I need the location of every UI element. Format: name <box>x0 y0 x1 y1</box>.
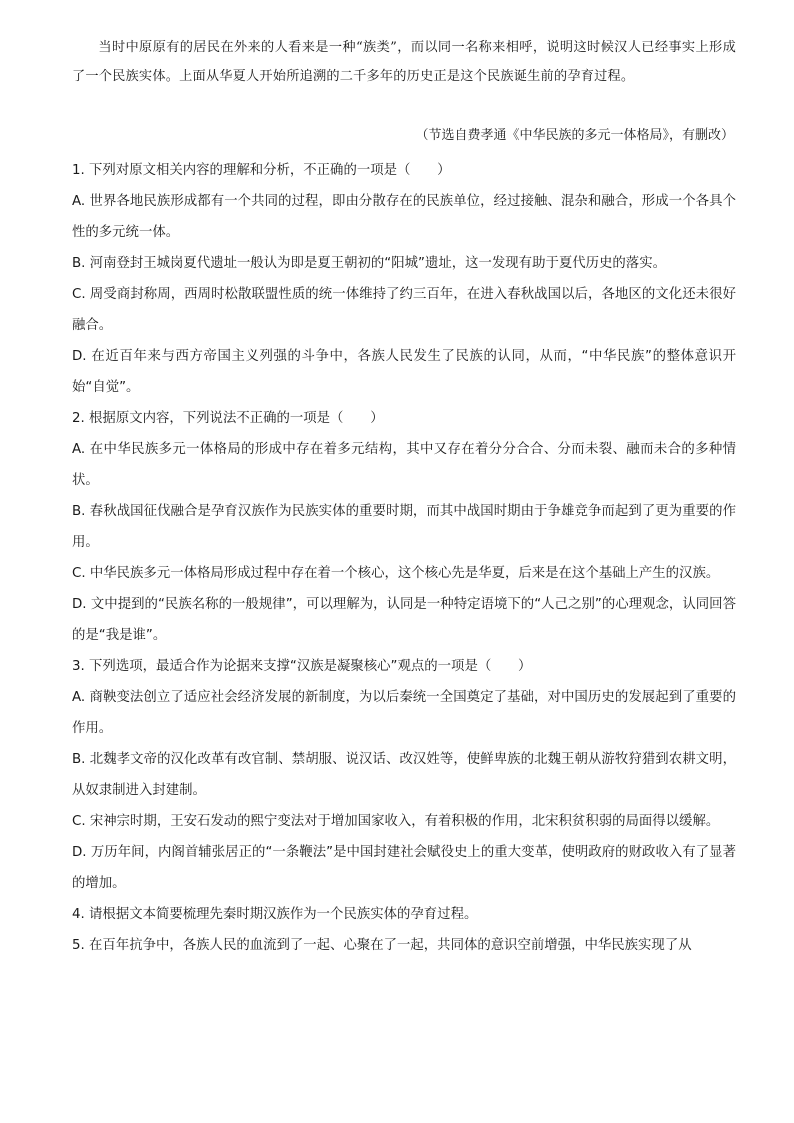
question-1-option-a: A. 世界各地民族形成都有一个共同的过程，即由分散存在的民族单位，经过接触、混杂和融合，形成一个各具个性的多元统一体。 <box>72 194 736 240</box>
question-2-option-c: C. 中华民族多元一体格局形成过程中存在着一个核心，这个核心先是华夏，后来是在这个基础上产生的汉族。 <box>72 566 720 581</box>
question-3-option-c: C. 宋神宗时期，王安石发动的熙宁变法对于增加国家收入，有着积极的作用，北宋积贫积弱的局面得以缓解。 <box>72 814 720 829</box>
question-2-option-b: B. 春秋战国征伐融合是孕育汉族作为民族实体的重要时期，而其中战国时期由于争雄竞争而起到了更为重要的作用。 <box>72 504 736 550</box>
passage-source: （节选自费孝通《中华民族的多元一体格局》，有删改） <box>415 128 734 143</box>
question-5-stem: 5. 在百年抗争中，各族人民的血流到了一起、心聚在了一起，共同体的意识空前增强，中华民族实现了从 <box>72 938 692 953</box>
question-3-option-a: A. 商鞅变法创立了适应社会经济发展的新制度，为以后秦统一全国奠定了基础，对中国历史的发展起到了重要的作用。 <box>72 690 736 736</box>
question-1-option-d: D. 在近百年来与西方帝国主义列强的斗争中，各族人民发生了民族的认同，从而，“中华民族”的整体意识开始“自觉”。 <box>72 349 736 395</box>
question-3-option-d: D. 万历年间，内阁首辅张居正的“一条鞭法”是中国封建社会赋役史上的重大变革，使明政府的财政收入有了显著的增加。 <box>72 845 736 891</box>
question-3-option-b: B. 北魏孝文帝的汉化改革有改官制、禁胡服、说汉话、改汉姓等，使鲜卑族的北魏王朝从游牧狩猎到农耕文明，从奴隶制进入封建制。 <box>72 752 736 798</box>
question-2-option-d: D. 文中提到的“民族名称的一般规律”，可以理解为，认同是一种特定语境下的“人己之别”的心理观念，认同回答的是“我是谁”。 <box>72 597 736 643</box>
question-3-stem: 3. 下列选项，最适合作为论据来支撑“汉族是凝聚核心”观点的一项是（ ） <box>72 659 532 674</box>
passage-paragraph: 当时中原原有的居民在外来的人看来是一种“族类”，而以同一名称来相呼，说明这时候汉人已经事实上形成了一个民族实体。上面从华夏人开始所追溯的二千多年的历史正是这个民族诞生前的孕育过程。 <box>72 40 736 84</box>
question-list <box>72 155 736 961</box>
question-2-stem: 2. 根据原文内容，下列说法不正确的一项是（ ） <box>72 411 384 426</box>
question-1-option-b: B. 河南登封王城岗夏代遗址一般认为即是夏王朝初的“阳城”遗址，这一发现有助于夏代历史的落实。 <box>72 256 666 271</box>
question-1-option-c: C. 周受商封称周，西周时松散联盟性质的统一体维持了约三百年，在进入春秋战国以后，各地区的文化还未很好融合。 <box>72 287 736 333</box>
reading-passage <box>72 33 736 91</box>
question-4-stem: 4. 请根据文本简要梳理先秦时期汉族作为一个民族实体的孕育过程。 <box>72 907 478 922</box>
question-2-option-a: A. 在中华民族多元一体格局的形成中存在着多元结构，其中又存在着分分合合、分而未裂、融而未合的多种情状。 <box>72 442 736 488</box>
question-1-stem: 1. 下列对原文相关内容的理解和分析，不正确的一项是（ ） <box>72 163 451 178</box>
